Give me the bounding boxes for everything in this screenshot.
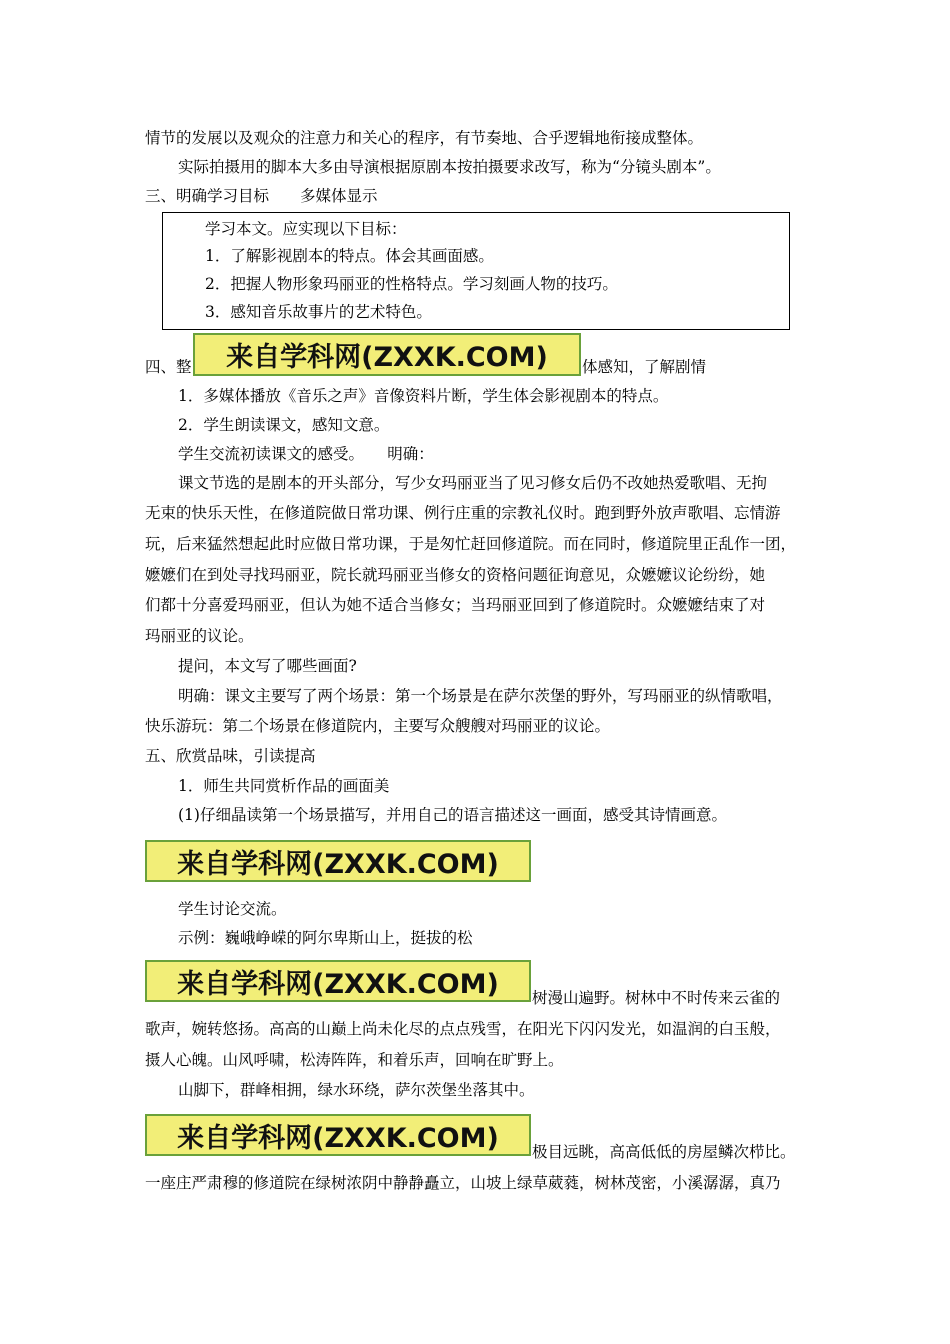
text-line: 实际拍摄用的脚本大多由导演根据原剧本按拍摄要求改写，称为“分镜头剧本”。 [178,158,721,176]
paragraph-line: 树漫山遍野。树林中不时传来云雀的 [532,989,781,1007]
paragraph-line: 山脚下，群峰相拥，绿水环绕，萨尔茨堡坐落其中。 [178,1081,535,1099]
paragraph-line: 课文节选的是剧本的开头部分，写少女玛丽亚当了见习修女后仍不改她热爱歌唱、无拘 [178,474,768,492]
section-heading-start: 四、整 [145,358,192,376]
paragraph-line: 无束的快乐天性，在修道院做日常功课、例行庄重的宗教礼仪时。跑到野外放声歌唱、忘情游 [145,504,781,522]
text-line: 学生交流初读课文的感受。 明确： [178,445,434,463]
answer-line: 快乐游玩：第二个场景在修道院内，主要写众艘艘对玛丽亚的议论。 [145,717,611,735]
paragraph-line: 玩，后来猛然想起此时应做日常功课，于是匆忙赶回修道院。而在同时，修道院里正乱作一团， [145,535,797,553]
objective-item: 1．了解影视剧本的特点。体会其画面感。 [205,247,494,265]
paragraph-line: 歌声，婉转悠扬。高高的山巅上尚未化尽的点点残雪，在阳光下闪闪发光，如温润的白玉般， [145,1020,781,1038]
watermark-logo: 来自学科网(ZXXK.COM) [145,1114,531,1156]
watermark-logo: 来自学科网(ZXXK.COM) [145,840,531,882]
paragraph-line: 摄人心魄。山风呼啸，松涛阵阵，和着乐声，回响在旷野上。 [145,1051,564,1069]
section-heading-end: 体感知，了解剧情 [582,358,707,376]
text-line: 1．多媒体播放《音乐之声》音像资料片断，学生体会影视剧本的特点。 [178,387,669,405]
paragraph-line: 玛丽亚的议论。 [145,627,254,645]
text-line: 示例：巍峨峥嵘的阿尔卑斯山上，挺拔的松 [178,929,473,947]
paragraph-line: 们都十分喜爱玛丽亚，但认为她不适合当修女；当玛丽亚回到了修道院时。众嬷嬷结束了对 [145,596,766,614]
watermark-logo: 来自学科网(ZXXK.COM) [193,333,581,376]
paragraph-line: 一座庄严肃穆的修道院在绿树浓阴中静静矗立，山坡上绿草葳蕤，树林茂密，小溪潺潺，真乃 [145,1174,781,1192]
paragraph-line: 极目远眺，高高低低的房屋鳞次栉比。 [532,1143,796,1161]
text-line: (1)仔细晶读第一个场景描写，并用自己的语言描述这一画面，感受其诗情画意。 [178,806,727,824]
objective-item: 2．把握人物形象玛丽亚的性格特点。学习刻画人物的技巧。 [205,275,618,293]
text-line: 情节的发展以及观众的注意力和关心的程序，有节奏地、合乎逻辑地衔接成整体。 [145,129,704,147]
objectives-intro: 学习本文。应实现以下目标： [205,220,407,238]
text-line: 学生讨论交流。 [178,900,287,918]
section-heading: 五、欣赏品味，引读提高 [145,747,316,765]
objective-item: 3．感知音乐故事片的艺术特色。 [205,303,432,321]
question-line: 提问，本文写了哪些画面? [178,657,357,675]
answer-line: 明确：课文主要写了两个场景：第一个场景是在萨尔茨堡的野外，写玛丽亚的纵情歌唱， [178,687,783,705]
paragraph-line: 嬷嬷们在到处寻找玛丽亚，院长就玛丽亚当修女的资格问题征询意见，众嬷嬷议论纷纷，她 [145,566,766,584]
watermark-logo: 来自学科网(ZXXK.COM) [145,960,531,1002]
section-heading: 三、明确学习目标 多媒体显示 [145,187,378,205]
text-line: 1．师生共同赏析作品的画面美 [178,777,390,795]
text-line: 2．学生朗读课文，感知文意。 [178,416,390,434]
